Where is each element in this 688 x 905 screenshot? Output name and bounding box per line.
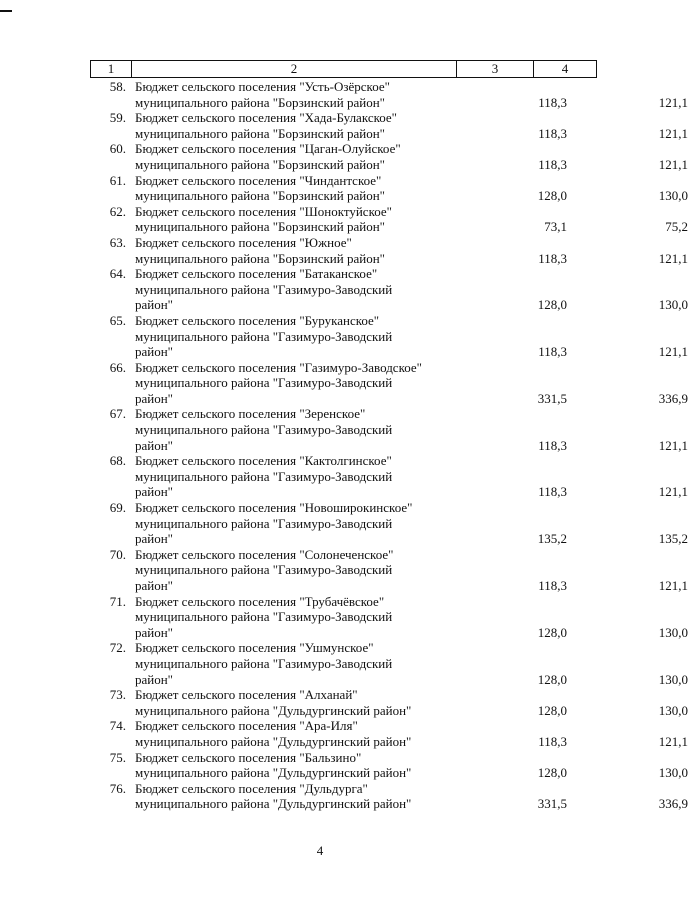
row-name: Бюджет сельского поселения "Шоноктуйское" муниципального района "Борзинский район" (135, 203, 392, 235)
table-row (90, 718, 688, 749)
row-name: Бюджет сельского поселения "Дульдурга" муниципального района "Дульдургинский район" (135, 780, 412, 812)
table-row (90, 203, 688, 235)
row-value-col3: 118,3 (538, 578, 567, 593)
row-value-col4: 121,1 (658, 250, 688, 266)
row-number: 67. (109, 406, 126, 422)
row-number: 62. (109, 203, 126, 219)
table-row (90, 406, 688, 453)
page-number: 4 (316, 843, 324, 858)
row-name: Бюджет сельского поселения "Кактолгинское" муниципального района "Газимуро-Заводский район" (135, 453, 393, 500)
row-name: Бюджет сельского поселения "Газимуро-Заводское" муниципального района "Газимуро-Заводский район" (135, 359, 422, 406)
row-name: Бюджет сельского поселения "Чиндантское" муниципального района "Борзинский район" (135, 172, 385, 204)
table-row (90, 453, 688, 500)
header-col-4: 4 (561, 61, 569, 76)
table-row (90, 234, 688, 266)
row-number: 73. (109, 687, 126, 703)
header-col-3: 3 (491, 61, 499, 76)
row-name: Бюджет сельского поселения "Батаканское" муниципального района "Газимуро-Заводский район" (135, 266, 393, 313)
table-body (90, 79, 688, 812)
row-value-col4: 75,2 (665, 219, 688, 235)
row-value-col3: 118,3 (538, 125, 567, 141)
table-row (90, 266, 688, 313)
row-value-col4: 336,9 (658, 390, 688, 406)
row-value-col3: 73,1 (544, 219, 567, 235)
row-value-col4: 121,1 (658, 733, 688, 749)
table-row (90, 172, 688, 204)
row-value-col4: 121,1 (658, 156, 688, 172)
table-row (90, 312, 688, 360)
table-row (90, 780, 688, 812)
row-value-col3: 118,3 (538, 437, 567, 453)
row-name: Бюджет сельского поселения "Цаган-Олуйское" муниципального района "Борзинский район" (135, 141, 401, 172)
row-value-col4: 121,1 (658, 125, 688, 141)
table-row (90, 749, 688, 781)
row-value-col4: 121,1 (658, 484, 688, 500)
row-number: 64. (109, 266, 126, 282)
table-row (90, 593, 688, 641)
row-name: Бюджет сельского поселения "Ара-Иля" муниципального района "Дульдургинский район" (135, 718, 412, 749)
row-value-col4: 130,0 (658, 702, 688, 718)
row-value-col4: 130,0 (658, 765, 688, 781)
row-name: Бюджет сельского поселения "Бальзино" муниципального района "Дульдургинский район" (135, 749, 412, 781)
row-name: Бюджет сельского поселения "Ушмунское" муниципального района "Газимуро-Заводский район" (135, 640, 393, 687)
row-value-col3: 128,0 (537, 188, 567, 204)
row-number: 59. (109, 110, 126, 126)
row-name: Бюджет сельского поселения "Буруканское" муниципального района "Газимуро-Заводский район" (135, 312, 393, 360)
header-col-1: 1 (107, 61, 115, 76)
table-header (90, 60, 597, 78)
row-name: Бюджет сельского поселения "Южное" муниципального района "Борзинский район" (135, 234, 385, 266)
row-value-col3: 128,0 (537, 624, 567, 640)
row-value-col3: 118,3 (538, 484, 567, 500)
row-number: 61. (109, 172, 126, 188)
table-row (90, 141, 688, 172)
row-value-col3: 118,3 (538, 250, 567, 266)
row-name: Бюджет сельского поселения "Новоширокинское" муниципального района "Газимуро-Заводский район" (135, 500, 413, 547)
row-value-col4: 336,9 (658, 796, 688, 812)
row-number: 63. (109, 234, 126, 250)
row-number: 69. (109, 500, 126, 516)
row-number: 66. (109, 359, 126, 375)
row-number: 60. (109, 141, 126, 157)
table-row (90, 79, 688, 110)
row-name: Бюджет сельского поселения "Хада-Булакское" муниципального района "Борзинский район" (135, 110, 397, 141)
table-row (90, 640, 688, 687)
row-value-col4: 121,1 (658, 437, 688, 453)
row-value-col3: 118,3 (538, 156, 567, 172)
row-number: 58. (109, 79, 126, 94)
row-value-col3: 118,3 (538, 94, 567, 110)
row-value-col4: 121,1 (658, 578, 688, 593)
row-value-col4: 130,0 (658, 671, 688, 687)
row-value-col4: 121,1 (658, 344, 688, 360)
row-number: 72. (109, 640, 126, 656)
row-value-col4: 130,0 (658, 624, 688, 640)
table-row (90, 359, 688, 407)
row-number: 76. (109, 780, 126, 796)
row-value-col3: 135,2 (537, 531, 567, 547)
row-name: Бюджет сельского поселения "Солонеченское" муниципального района "Газимуро-Заводский район" (135, 546, 394, 593)
row-name: Бюджет сельского поселения "Зеренское" муниципального района "Газимуро-Заводский район" (135, 406, 393, 453)
table-row (90, 687, 688, 718)
row-number: 75. (109, 749, 126, 765)
row-value-col4: 130,0 (658, 297, 688, 313)
row-name: Бюджет сельского поселения "Алханай" муниципального района "Дульдургинский район" (135, 687, 412, 718)
table-row (90, 110, 688, 141)
row-number: 65. (109, 312, 126, 328)
row-value-col3: 128,0 (537, 765, 567, 781)
row-value-col3: 128,0 (537, 671, 567, 687)
row-number: 70. (109, 546, 126, 562)
row-number: 71. (109, 593, 126, 609)
row-value-col3: 118,3 (538, 733, 567, 749)
row-name: Бюджет сельского поселения "Трубачёвское" муниципального района "Газимуро-Заводский район" (135, 593, 393, 640)
row-value-col3: 331,5 (537, 390, 567, 406)
row-number: 68. (109, 453, 126, 469)
table-row (90, 546, 688, 594)
corner-mark (0, 10, 12, 12)
row-number: 74. (109, 718, 126, 734)
row-name: Бюджет сельского поселения "Усть-Озёрское" муниципального района "Борзинский район" (135, 79, 390, 110)
row-value-col4: 135,2 (658, 531, 688, 547)
row-value-col4: 130,0 (658, 188, 688, 204)
row-value-col3: 331,5 (537, 796, 567, 812)
row-value-col3: 128,0 (537, 702, 567, 718)
row-value-col4: 121,1 (658, 94, 688, 110)
table-row (90, 500, 688, 547)
header-col-2: 2 (290, 61, 298, 76)
row-value-col3: 118,3 (538, 344, 567, 360)
row-value-col3: 128,0 (537, 297, 567, 313)
